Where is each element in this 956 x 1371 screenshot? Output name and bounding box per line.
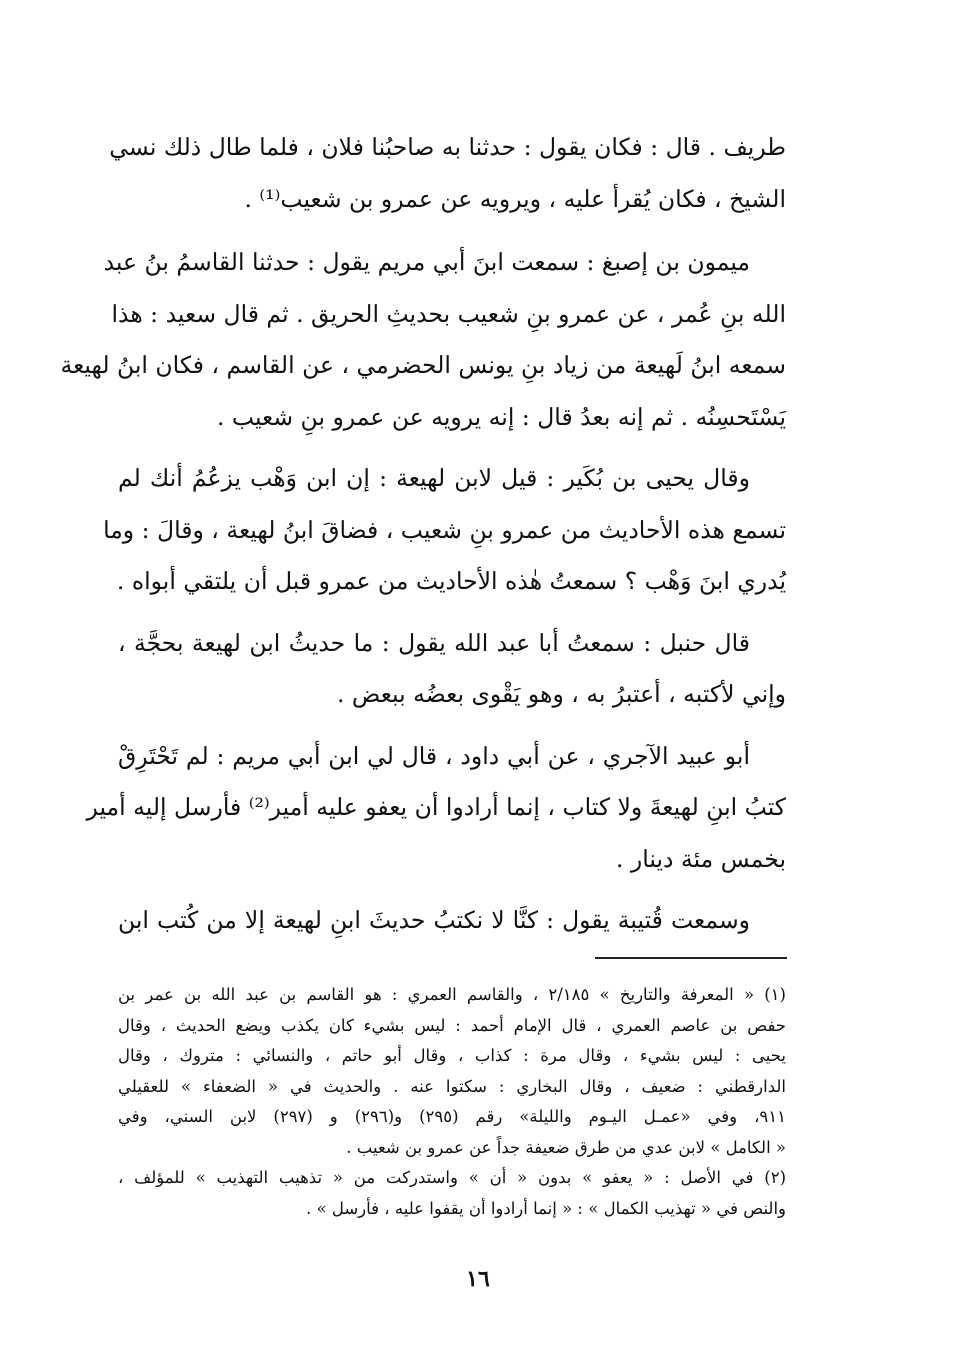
text-line: سمعه ابنُ لَهيعة من زياد بنِ يونس الحضرمي ، عن القاسم ، فكان ابنُ لهيعة	[60, 351, 786, 379]
text-line: وإني لأكتبه ، أعتبرُ به ، وهو يَقْوى بعضُه ببعض .	[336, 680, 786, 708]
footnote-line: والنص في « تهذيب الكمال » : « إنما أرادوا أن يقفوا عليه ، فأرسل » .	[306, 1198, 786, 1218]
paragraph-6	[118, 895, 786, 947]
text-line: وسمعت قُتيبة يقول : كنَّا لا نكتبُ حديثَ ابنِ لهيعة إلا من كُتب ابن	[118, 906, 750, 934]
footnote-line: حفص بن عاصم العمري ، قال الإمام أحمد : ليس بشيء كان يكذب ويضع الحديث ، وقال	[118, 1015, 786, 1035]
text-line: كتبُ ابنِ لهيعةَ ولا كتاب ، إنما أرادوا أن يعفو عليه أمير⁽²⁾ فأرسل إليه أمير	[86, 793, 786, 821]
page-number: ١٦	[466, 1266, 490, 1292]
text-line: بخمس مئة دينار .	[615, 844, 786, 873]
text-line: الله بنِ عُمر ، عن عمرو بنِ شعيب بحديثِ الحريق . ثم قال سعيد : هذا	[111, 299, 786, 328]
footnote-1	[118, 980, 786, 1163]
footnote-line: الدارقطني : ضعيف ، وقال البخاري : سكتوا عنه . والحديث في « الضعفاء » للعقيلي	[118, 1076, 786, 1096]
paragraph-2	[60, 237, 786, 443]
footnote-line: يحيى : ليس بشيء ، وقال مرة : كذاب ، وقال أبو حاتم ، والنسائي : متروك ، وقال	[118, 1046, 786, 1065]
text-line: يَسْتَحسِنُه . ثم إنه بعدُ قال : إنه يرويه عن عمرو بنِ شعيب .	[216, 402, 786, 431]
text-line: يُدري ابنَ وَهْب ؟ سمعتُ هٰذه الأحاديث من عمرو قبل أن يلتقي أبواه .	[116, 567, 786, 595]
text-line: طريف . قال : فكان يقول : حدثنا به صاحبُنا فلان ، فلما طال ذلك نسي	[109, 133, 786, 161]
footnotes	[118, 980, 786, 1224]
footnote-line: (٢) في الأصل : « يعفو » بدون « أن » واستدركت من « تذهيب التهذيب » للمؤلف ،	[118, 1168, 786, 1187]
text-line: ميمون بن إصبغ : سمعت ابنَ أبي مريم يقول : حدثنا القاسمُ بنُ عبد	[103, 248, 750, 276]
text-line: الشيخ ، فكان يُقرأ عليه ، ويرويه عن عمرو بن شعيب⁽¹⁾ .	[244, 184, 786, 213]
text-line: وقال يحيى بن بُكَير : قيل لابن لهيعة : إن ابن وَهْب يزعُمُ أنك لم	[118, 464, 750, 492]
text-line: قال حنبل : سمعتُ أبا عبد الله يقول : ما حديثُ ابن لهيعة بحجَّة ،	[118, 628, 750, 657]
paragraph-3	[103, 453, 786, 608]
text-line: أبو عبيد الآجري ، عن أبي داود ، قال لي ابن أبي مريم : لم تَحْتَرِقْ	[118, 741, 750, 770]
paragraph-1	[109, 122, 786, 225]
paragraph-4	[118, 618, 786, 721]
footnote-divider	[595, 957, 787, 959]
footnote-line: (١) « المعرفة والتاريخ » ٢/١٨٥ ، والقاسم العمري : هو القاسم بن عبد الله بن عمر بن	[118, 985, 786, 1004]
footnote-line: ٩١١، وفي «عمـل اليـوم والليلة» رقم (٢٩٥) و(٢٩٦) و (٢٩٧) لابن السني، وفي	[118, 1107, 786, 1126]
text-line: تسمع هذه الأحاديث من عمرو بنِ شعيب ، فضاقَ ابنُ لهيعة ، وقالَ : وما	[103, 515, 786, 544]
footnote-2	[118, 1163, 786, 1224]
footnote-line: « الكامل » لابن عدي من طرق ضعيفة جداً عن عمرو بن شعيب .	[346, 1137, 786, 1157]
paragraph-5	[86, 731, 786, 886]
main-text	[60, 122, 786, 957]
